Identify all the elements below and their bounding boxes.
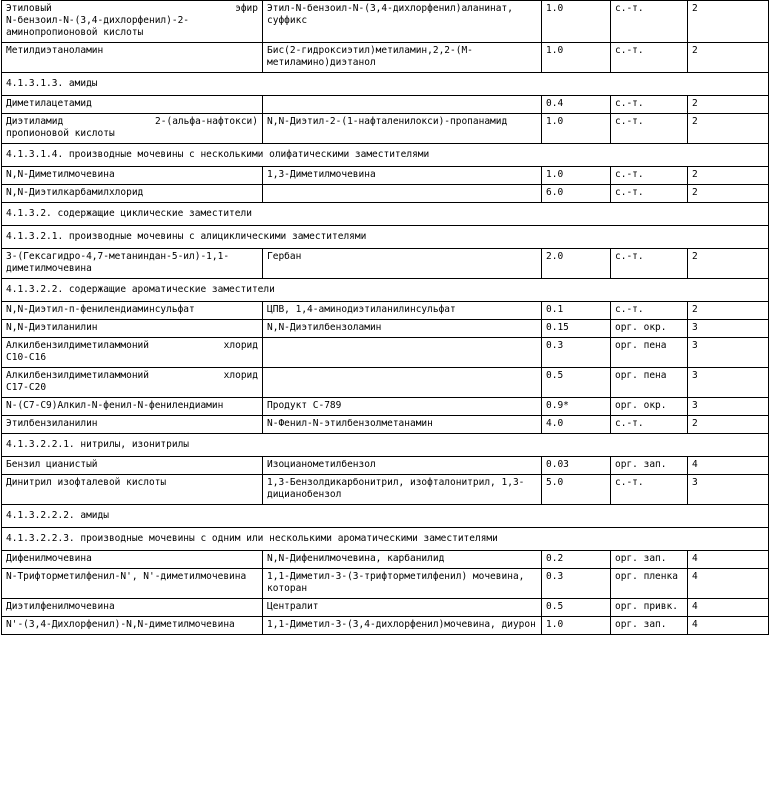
hazard-class-cell: 3: [688, 475, 769, 505]
substance-name-cell: N-(C7-C9)Алкил-N-фенил-N-фенилендиамин: [2, 398, 263, 416]
hazard-indicator-cell: с.-т.: [611, 167, 688, 185]
substance-name-cell: [2, 114, 263, 144]
hazard-indicator-cell: орг. окр.: [611, 320, 688, 338]
hazard-class-cell: 2: [688, 302, 769, 320]
table-row: [2, 398, 769, 416]
synonym-cell: 1,1-Диметил-3-(3-трифторметилфенил) мочевина, которан: [263, 569, 542, 599]
hazard-indicator-cell: с.-т.: [611, 416, 688, 434]
substance-name-cell: Диметилацетамид: [2, 96, 263, 114]
concentration-cell: 0.9*: [542, 398, 611, 416]
concentration-cell: 1.0: [542, 114, 611, 144]
hazard-class-cell: 3: [688, 368, 769, 398]
section-row: [2, 434, 769, 457]
synonym-cell: [263, 96, 542, 114]
table-row: [2, 114, 769, 144]
substance-name-cell: N,N-Диэтил-п-фенилендиаминсульфат: [2, 302, 263, 320]
hazard-indicator-cell: орг. зап.: [611, 457, 688, 475]
synonym-cell: N,N-Дифенилмочевина, карбанилид: [263, 551, 542, 569]
table-row: [2, 302, 769, 320]
table-row: [2, 96, 769, 114]
section-heading: 4.1.3.2. содержащие циклические заместители: [2, 203, 769, 226]
section-row: [2, 279, 769, 302]
section-heading: 4.1.3.1.3. амиды: [2, 73, 769, 96]
substance-name-cell: Диэтилфенилмочевина: [2, 599, 263, 617]
section-row: [2, 226, 769, 249]
synonym-cell: 1,3-Бензолдикарбонитрил, изофталонитрил, 1,3-дицианобензол: [263, 475, 542, 505]
synonym-cell: Этил-N-бензоил-N-(3,4-дихлорфенил)аланинат, суффикс: [263, 1, 542, 43]
substance-name-line1: Алкилбензилдиметиламмоний хлорид: [6, 340, 258, 351]
substance-table: [1, 0, 769, 635]
hazard-class-cell: 4: [688, 569, 769, 599]
table-row: [2, 320, 769, 338]
hazard-indicator-cell: орг. зап.: [611, 617, 688, 635]
section-heading: 4.1.3.2.2. содержащие ароматические заместители: [2, 279, 769, 302]
hazard-indicator-cell: с.-т.: [611, 1, 688, 43]
substance-name-line2: N-бензоил-N-(3,4-дихлорфенил)-2-аминопропионовой кислоты: [6, 15, 190, 38]
hazard-indicator-cell: орг. пена: [611, 368, 688, 398]
substance-name-cell: 3-(Гексагидро-4,7-метаниндан-5-ил)-1,1-диметилмочевина: [2, 249, 263, 279]
table-row: [2, 569, 769, 599]
hazard-class-cell: 2: [688, 1, 769, 43]
substance-name-cell: [2, 338, 263, 368]
concentration-cell: 1.0: [542, 43, 611, 73]
hazard-class-cell: 2: [688, 43, 769, 73]
table-row: [2, 368, 769, 398]
hazard-class-cell: 2: [688, 167, 769, 185]
substance-name-cell: Метилдиэтаноламин: [2, 43, 263, 73]
substance-name-line2: пропионовой кислоты: [6, 128, 115, 139]
section-heading: 4.1.3.1.4. производные мочевины с несколькими олифатическими заместителями: [2, 144, 769, 167]
synonym-cell: Продукт С-789: [263, 398, 542, 416]
substance-name-cell: Бензил цианистый: [2, 457, 263, 475]
synonym-cell: N,N-Диэтилбензоламин: [263, 320, 542, 338]
concentration-cell: 0.4: [542, 96, 611, 114]
substance-name-cell: [2, 368, 263, 398]
hazard-indicator-cell: с.-т.: [611, 249, 688, 279]
table-row: [2, 416, 769, 434]
substance-name-cell: N,N-Диметилмочевина: [2, 167, 263, 185]
synonym-cell: [263, 185, 542, 203]
substance-name-cell: N,N-Диэтилкарбамилхлорид: [2, 185, 263, 203]
hazard-indicator-cell: с.-т.: [611, 43, 688, 73]
hazard-indicator-cell: с.-т.: [611, 114, 688, 144]
concentration-cell: 0.1: [542, 302, 611, 320]
table-row: [2, 167, 769, 185]
synonym-cell: ЦПВ, 1,4-аминодиэтиланилинсульфат: [263, 302, 542, 320]
section-heading: 4.1.3.2.2.3. производные мочевины с одним или несколькими ароматическими заместителями: [2, 528, 769, 551]
concentration-cell: 0.3: [542, 569, 611, 599]
hazard-indicator-cell: с.-т.: [611, 185, 688, 203]
substance-name-cell: Дифенилмочевина: [2, 551, 263, 569]
hazard-class-cell: 3: [688, 398, 769, 416]
synonym-cell: Централит: [263, 599, 542, 617]
substance-name-cell: Динитрил изофталевой кислоты: [2, 475, 263, 505]
section-row: [2, 203, 769, 226]
table-row: [2, 338, 769, 368]
hazard-class-cell: 3: [688, 320, 769, 338]
section-heading: 4.1.3.2.1. производные мочевины с алициклическими заместителями: [2, 226, 769, 249]
hazard-indicator-cell: орг. окр.: [611, 398, 688, 416]
concentration-cell: 4.0: [542, 416, 611, 434]
synonym-cell: Бис(2-гидроксиэтил)метиламин,2,2-(М-метиламино)диэтанол: [263, 43, 542, 73]
table-row: [2, 617, 769, 635]
substance-name-line1: Алкилбензилдиметиламмоний хлорид: [6, 370, 258, 381]
concentration-cell: 0.15: [542, 320, 611, 338]
synonym-cell: 1,3-Диметилмочевина: [263, 167, 542, 185]
section-row: [2, 505, 769, 528]
hazard-class-cell: 2: [688, 96, 769, 114]
hazard-class-cell: 2: [688, 185, 769, 203]
synonym-cell: N-Фенил-N-этилбензолметанамин: [263, 416, 542, 434]
hazard-indicator-cell: орг. пленка: [611, 569, 688, 599]
hazard-indicator-cell: с.-т.: [611, 475, 688, 505]
hazard-class-cell: 4: [688, 617, 769, 635]
table-row: [2, 475, 769, 505]
section-heading: 4.1.3.2.2.2. амиды: [2, 505, 769, 528]
hazard-indicator-cell: с.-т.: [611, 96, 688, 114]
substance-name-line2: C10-C16: [6, 352, 47, 363]
concentration-cell: 0.2: [542, 551, 611, 569]
concentration-cell: 0.03: [542, 457, 611, 475]
substance-name-cell: [2, 1, 263, 43]
concentration-cell: 6.0: [542, 185, 611, 203]
hazard-class-cell: 4: [688, 551, 769, 569]
substance-name-cell: N,N-Диэтиланилин: [2, 320, 263, 338]
substance-name-line1: Диэтиламид 2-(альфа-нафтокси): [6, 116, 258, 127]
concentration-cell: 0.5: [542, 368, 611, 398]
hazard-class-cell: 2: [688, 249, 769, 279]
synonym-cell: N,N-Диэтил-2-(1-нафталенилокси)-пропанамид: [263, 114, 542, 144]
section-row: [2, 144, 769, 167]
table-row: [2, 457, 769, 475]
section-heading: 4.1.3.2.2.1. нитрилы, изонитрилы: [2, 434, 769, 457]
synonym-cell: [263, 368, 542, 398]
hazard-indicator-cell: орг. зап.: [611, 551, 688, 569]
substance-name-cell: Этилбензиланилин: [2, 416, 263, 434]
table-row: [2, 249, 769, 279]
synonym-cell: 1,1-Диметил-3-(3,4-дихлорфенил)мочевина, диурон: [263, 617, 542, 635]
hazard-indicator-cell: с.-т.: [611, 302, 688, 320]
synonym-cell: [263, 338, 542, 368]
hazard-class-cell: 2: [688, 416, 769, 434]
table-row: [2, 1, 769, 43]
substance-name-line1: Этиловый эфир: [6, 3, 258, 14]
concentration-cell: 0.3: [542, 338, 611, 368]
section-row: [2, 528, 769, 551]
substance-name-cell: N-Трифторметилфенил-N', N'-диметилмочевина: [2, 569, 263, 599]
concentration-cell: 1.0: [542, 617, 611, 635]
concentration-cell: 1.0: [542, 167, 611, 185]
concentration-cell: 0.5: [542, 599, 611, 617]
table-row: [2, 43, 769, 73]
hazard-class-cell: 4: [688, 599, 769, 617]
synonym-cell: Изоцианометилбензол: [263, 457, 542, 475]
section-row: [2, 73, 769, 96]
hazard-indicator-cell: орг. привк.: [611, 599, 688, 617]
hazard-class-cell: 2: [688, 114, 769, 144]
hazard-class-cell: 4: [688, 457, 769, 475]
substance-name-line2: C17-C20: [6, 382, 47, 393]
hazard-indicator-cell: орг. пена: [611, 338, 688, 368]
table-row: [2, 185, 769, 203]
table-row: [2, 551, 769, 569]
table-row: [2, 599, 769, 617]
substance-name-cell: N'-(3,4-Дихлорфенил)-N,N-диметилмочевина: [2, 617, 263, 635]
concentration-cell: 5.0: [542, 475, 611, 505]
concentration-cell: 1.0: [542, 1, 611, 43]
synonym-cell: Гербан: [263, 249, 542, 279]
concentration-cell: 2.0: [542, 249, 611, 279]
hazard-class-cell: 3: [688, 338, 769, 368]
